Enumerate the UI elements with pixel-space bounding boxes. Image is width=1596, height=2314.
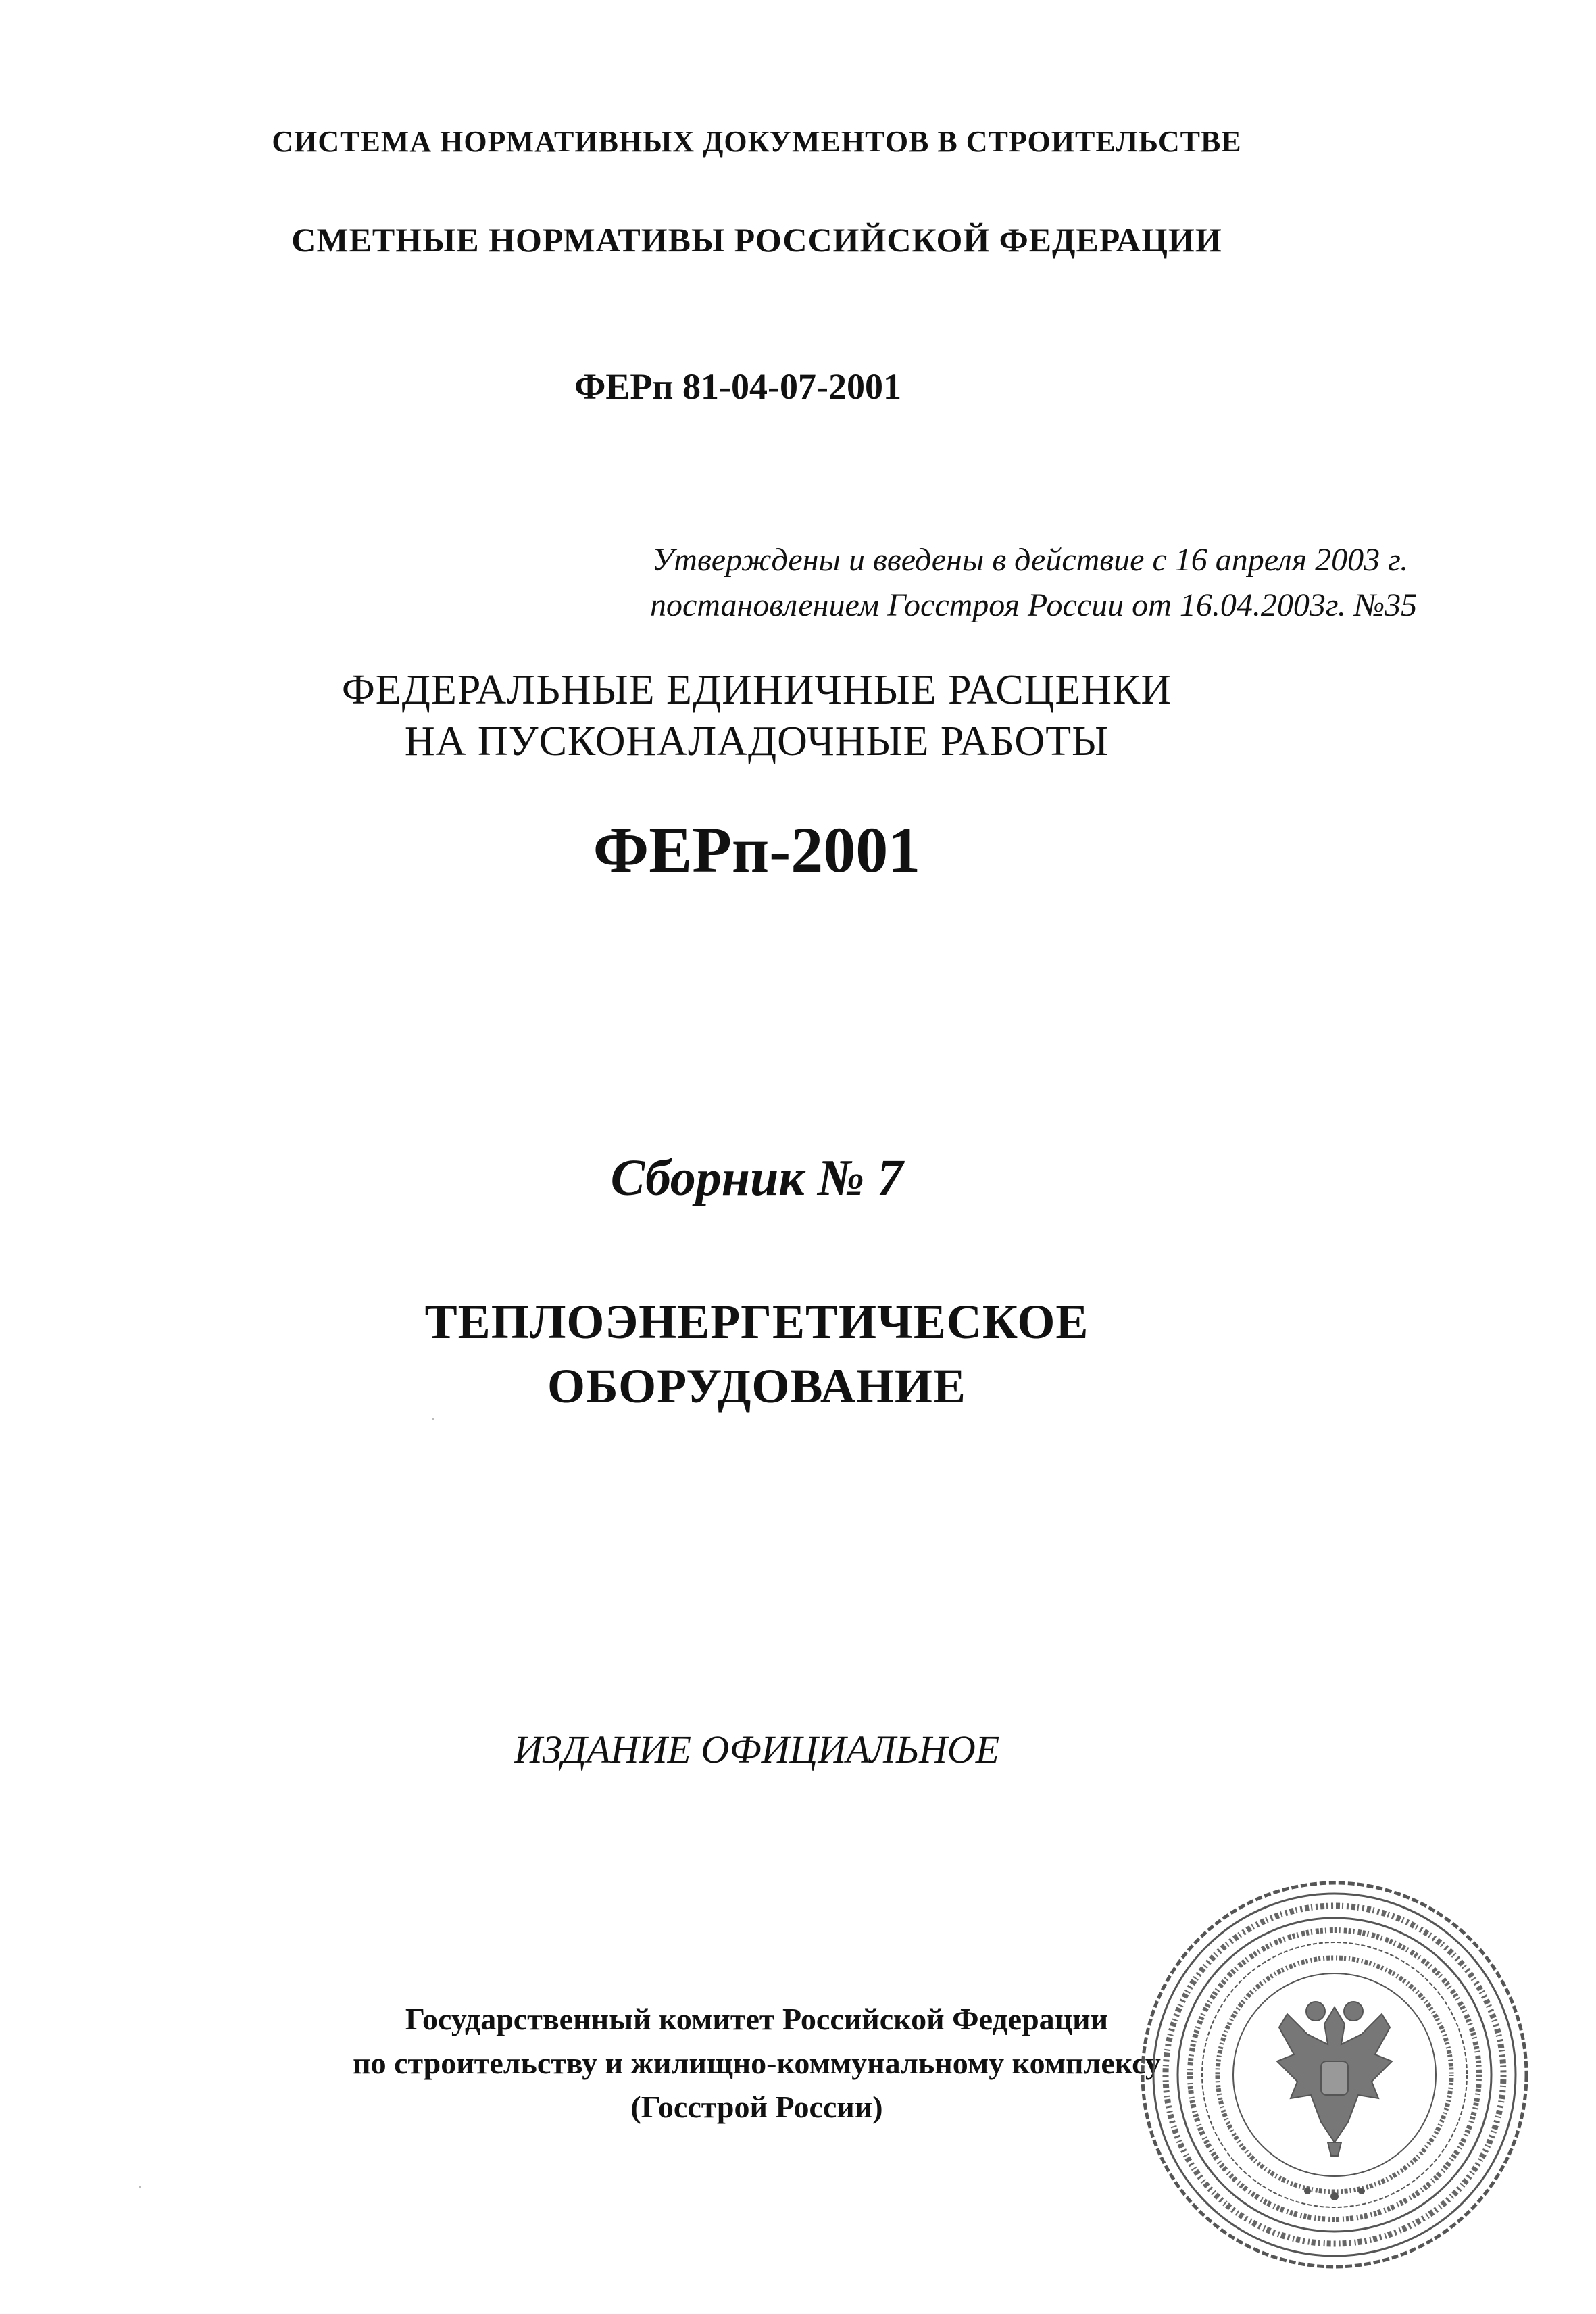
publisher-line-2: по строительству и жилищно-коммунальному комплексу	[353, 2046, 1161, 2080]
scan-speck	[139, 2186, 141, 2188]
publisher-line-1: Государственный комитет Российской Федерации	[405, 2002, 1109, 2036]
approval-line-1: Утверждены и введены в действие с 16 апреля 2003 г.	[652, 542, 1409, 578]
document-code: ФЕРп 81-04-07-2001	[574, 366, 901, 407]
collection-number: Сборник № 7	[610, 1150, 903, 1206]
main-title-line-2: НА ПУСКОНАЛАДОЧНЫЕ РАБОТЫ	[404, 718, 1109, 764]
norms-title: СМЕТНЫЕ НОРМАТИВЫ РОССИЙСКОЙ ФЕДЕРАЦИИ	[291, 221, 1222, 259]
main-title-line-1: ФЕДЕРАЛЬНЫЕ ЕДИНИЧНЫЕ РАСЦЕНКИ	[341, 667, 1172, 713]
subject-line-1: ТЕПЛОЭНЕРГЕТИЧЕСКОЕ	[424, 1295, 1089, 1349]
series-title: СИСТЕМА НОРМАТИВНЫХ ДОКУМЕНТОВ В СТРОИТЕЛЬСТВЕ	[272, 125, 1242, 158]
edition-label: ИЗДАНИЕ ОФИЦИАЛЬНОЕ	[514, 1727, 1000, 1771]
approval-line-2: постановлением Госстроя России от 16.04.2003г. №35	[650, 587, 1418, 623]
seal-eagle-emblem	[1277, 2002, 1392, 2156]
short-code: ФЕРп-2001	[593, 814, 921, 886]
publisher-line-3: (Госстрой России)	[630, 2090, 883, 2124]
scan-speck	[432, 1418, 434, 1420]
subject-line-2: ОБОРУДОВАНИЕ	[547, 1359, 966, 1413]
official-seal-stamp	[1139, 1879, 1530, 2271]
